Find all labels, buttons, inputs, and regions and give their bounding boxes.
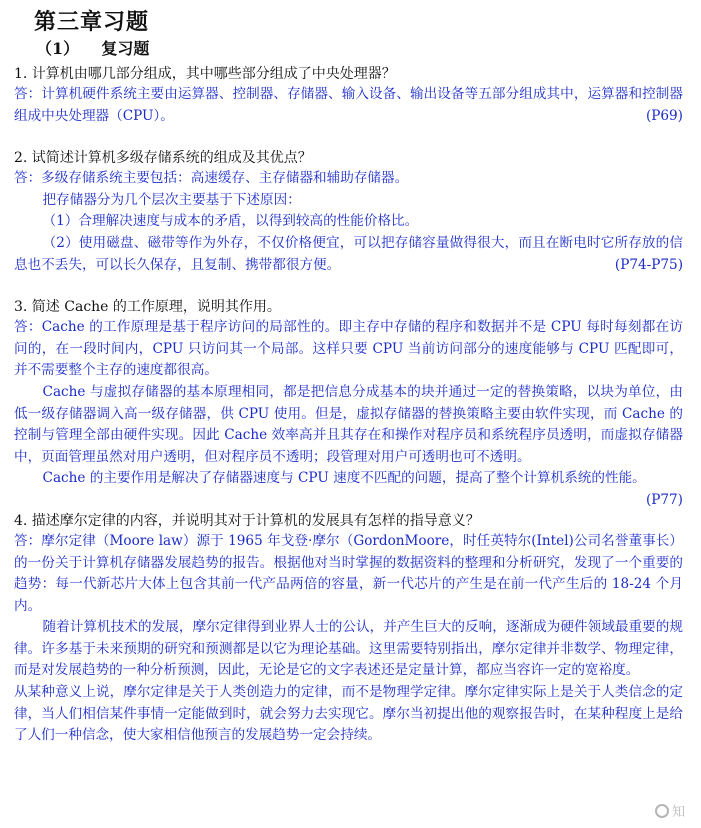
question-block-2: [14, 148, 683, 276]
question-block-1: [14, 64, 683, 127]
chapter-title: 第三章习题: [34, 10, 150, 35]
question-text: 3. 简述 Cache 的工作原理，说明其作用。: [14, 299, 281, 316]
question-block-3: [14, 297, 683, 508]
question-text: 4. 描述摩尔定律的内容，并说明其对于计算机的发展具有怎样的指导意义？: [14, 512, 480, 529]
answer-paragraph: 随着计算机技术的发展，摩尔定律得到业界人士的公认，并产生巨大的反响，逐渐成为硬件领域最重要的规律。许多基于未来预期的研究和预测都是以它为理论基础。这里需要特别指出，摩尔定律并非数学、物理定律，而是对发展趋势的一种分析预测，因此，无论是它的文字表述还是定量计算，都应当容许一定的宽裕度。: [14, 619, 683, 679]
answer-paragraph: [14, 84, 683, 127]
watermark-text: 知: [671, 805, 685, 820]
answer-text: （2）使用磁盘、磁带等作为外存，不仅价格便宜，可以把存储容量做得很大，而且在断电时它所存放的信息也不丢失，可以长久保存，且复制、携带都很方便。: [14, 234, 683, 273]
answer-paragraph: 答：Cache 的工作原理是基于程序访问的局部性的。即主存中存储的程序和数据并不是 CPU 每时每刻都在访问的，在一段时间内，CPU 只访问其一个局部。这样只要 CPU 当前访问部分的速度能够与 CPU 匹配即可，并不需要整个主存的速度都很高。: [14, 319, 683, 379]
watermark: [655, 801, 685, 820]
answer-paragraph: [14, 468, 683, 508]
page-reference: (P69): [645, 107, 683, 124]
answer-paragraph: 答：多级存储系统主要包括：高速缓存、主存储器和辅助存储器。: [14, 170, 409, 187]
question-text: 2. 试简述计算机多级存储系统的组成及其优点？: [14, 150, 312, 167]
watermark-logo-icon: [655, 804, 669, 818]
answer-paragraph: 答：摩尔定律（Moore law）源于 1965 年戈登·摩尔（GordonMoore，时任英特尔(Intel)公司名誉董事长）的一份关于计算机存储器发展趋势的报告。根据他对当时掌握的数据资料的整理和分析研究，发现了一个重要的趋势：每一代新芯片大体上包含其前一代产品两倍的容量，新一代芯片的产生是在前一代产生后的 18-24 个月内。: [14, 532, 683, 614]
answer-paragraph: （1）合理解决速度与成本的矛盾，以得到较高的性能价格比。: [42, 213, 419, 230]
answer-paragraph: [14, 233, 683, 276]
answer-paragraph: Cache 与虚拟存储器的基本原理相同，都是把信息分成基本的块并通过一定的替换策略，以块为单位，由低一级存储器调入高一级存储器，供 CPU 使用。但是，虚拟存储器的替换策略主要由软件实现，而 Cache 的控制与管理全部由硬件实现。因此 Cache 效率高并且其存在和操作对程序员和系统程序员透明，而虚拟存储器中，页面管理虽然对用户透明，但对程序员不透明；段管理对用户可透明也可不透明。: [14, 383, 683, 465]
question-text: 1. 计算机由哪几部分组成，其中哪些部分组成了中央处理器？: [14, 66, 396, 82]
answer-paragraph: 把存储器分为几个层次主要基于下述原因：: [42, 191, 301, 208]
page-reference: (P74-P75): [614, 256, 683, 273]
page-reference: (P77): [645, 491, 683, 508]
section-title: （1） 复习题: [36, 39, 150, 58]
answer-paragraph: 从某种意义上说，摩尔定律是关于人类创造力的定律，而不是物理学定律。摩尔定律实际上是关于人类信念的定律，当人们相信某件事情一定能做到时，就会努力去实现它。摩尔当初提出他的观察报告时，在某种程度上是给了人们一种信念，使大家相信他预言的发展趋势一定会持续。: [14, 684, 683, 744]
answer-text: Cache 的主要作用是解决了存储器速度与 CPU 速度不匹配的问题，提高了整个计算机系统的性能。: [42, 470, 646, 487]
answer-text: 答：计算机硬件系统主要由运算器、控制器、存储器、输入设备、输出设备等五部分组成其中，运算器和控制器组成中央处理器（CPU）。: [14, 86, 683, 124]
question-block-4: [14, 511, 683, 747]
